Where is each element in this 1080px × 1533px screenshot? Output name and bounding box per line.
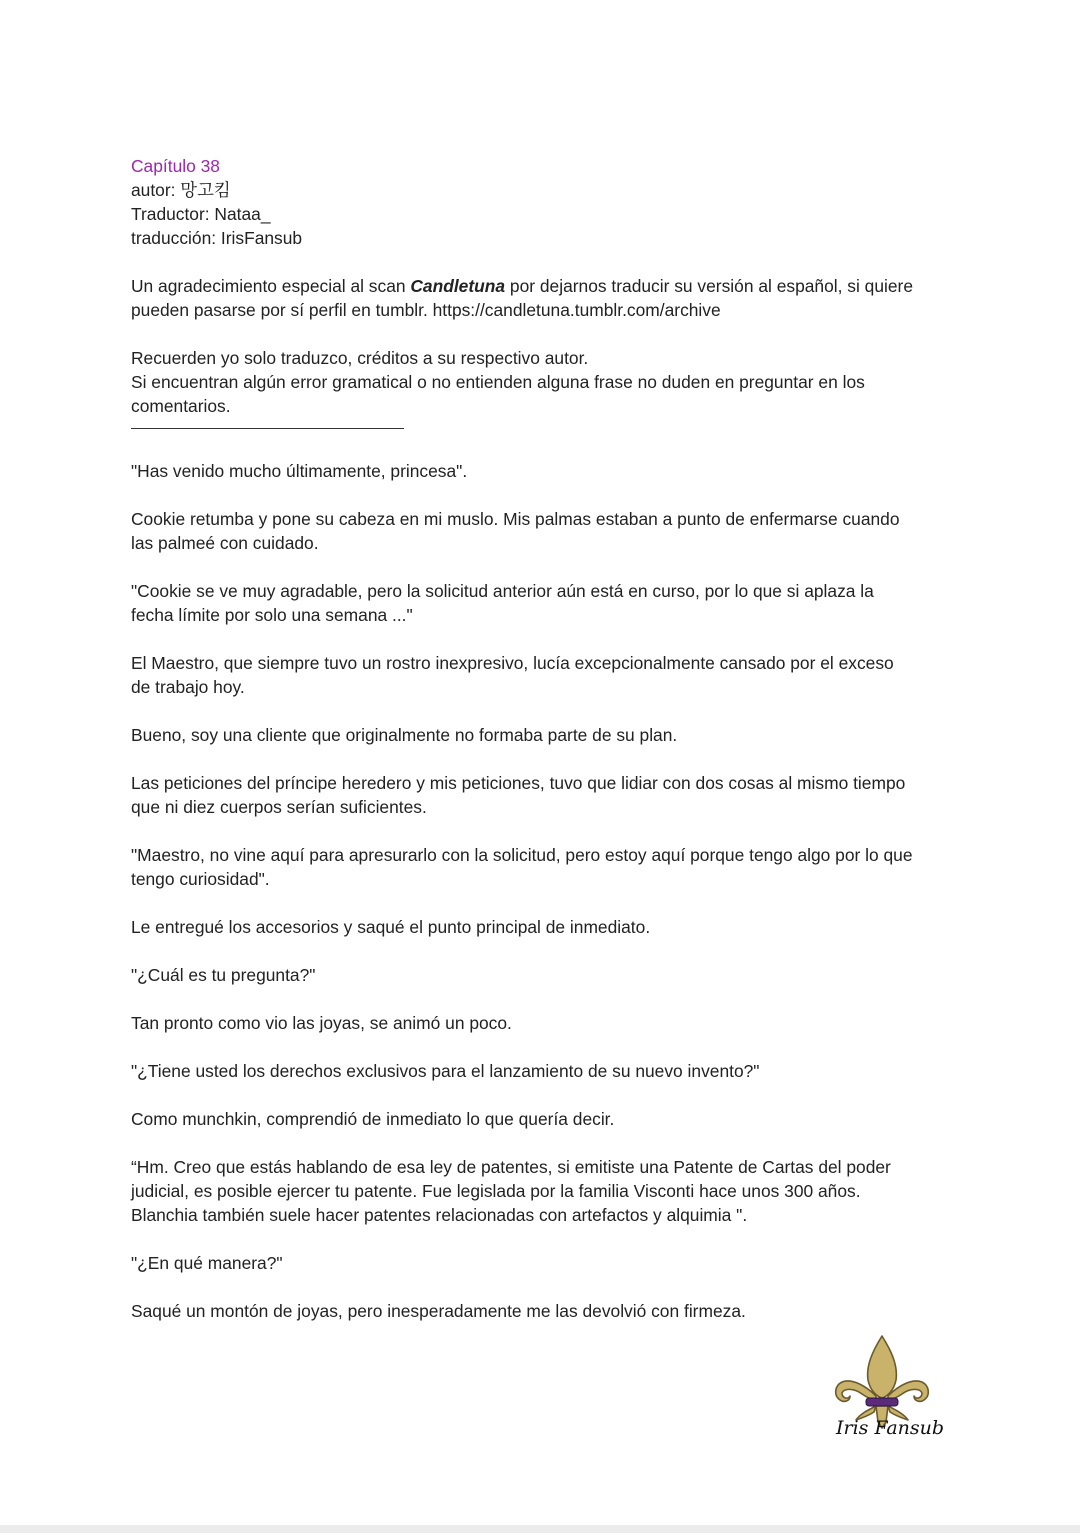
paragraph-line: Bueno, soy una cliente que originalmente no formaba parte de su plan. bbox=[131, 725, 678, 745]
page-bottom-edge bbox=[0, 1525, 1080, 1533]
paragraph-line: Blanchia también suele hacer patentes relacionadas con artefactos y alquimia ". bbox=[131, 1205, 748, 1225]
story-paragraph bbox=[131, 1155, 961, 1227]
notice-line-1: Recuerden yo solo traduzco, créditos a su respectivo autor. bbox=[131, 348, 589, 368]
credits-block bbox=[131, 154, 961, 250]
translator-line: Traductor: Nataa_ bbox=[131, 204, 271, 224]
notice-paragraph bbox=[131, 346, 961, 418]
paragraph-line: tengo curiosidad". bbox=[131, 869, 270, 889]
paragraph-line: “Hm. Creo que estás hablando de esa ley de patentes, si emitiste una Patente de Cartas del poder bbox=[131, 1157, 891, 1177]
acknowledgement-paragraph bbox=[131, 274, 961, 322]
scan-group-name: Candletuna bbox=[410, 276, 506, 296]
story-paragraph bbox=[131, 771, 961, 819]
story-paragraph bbox=[131, 1011, 961, 1035]
story-paragraph bbox=[131, 459, 961, 483]
document-content bbox=[131, 154, 961, 1347]
paragraph-line: Le entregué los accesorios y saqué el punto principal de inmediato. bbox=[131, 917, 651, 937]
paragraph-line: Tan pronto como vio las joyas, se animó un poco. bbox=[131, 1013, 512, 1033]
paragraph-line: "Maestro, no vine aquí para apresurarlo con la solicitud, pero estoy aquí porque tengo algo por lo que bbox=[131, 845, 913, 865]
paragraph-line: "Has venido mucho últimamente, princesa". bbox=[131, 461, 468, 481]
story-paragraph bbox=[131, 507, 961, 555]
notice-line-2: Si encuentran algún error gramatical o no entienden alguna frase no duden en preguntar en los bbox=[131, 372, 865, 392]
story-paragraph bbox=[131, 651, 961, 699]
story-paragraph bbox=[131, 915, 961, 939]
translation-line: traducción: IrisFansub bbox=[131, 228, 303, 248]
story-paragraph bbox=[131, 963, 961, 987]
paragraph-line: El Maestro, que siempre tuvo un rostro inexpresivo, lucía excepcionalmente cansado por el exceso bbox=[131, 653, 894, 673]
paragraph-line: Las peticiones del príncipe heredero y mis peticiones, tuvo que lidiar con dos cosas al mismo tiempo bbox=[131, 773, 906, 793]
paragraph-line: Cookie retumba y pone su cabeza en mi muslo. Mis palmas estaban a punto de enfermarse cuando bbox=[131, 509, 900, 529]
paragraph-line: "¿Cuál es tu pregunta?" bbox=[131, 965, 316, 985]
acknowledgement-line-2: pueden pasarse por sí perfil en tumblr. https://candletuna.tumblr.com/archive bbox=[131, 300, 721, 320]
paragraph-line: Como munchkin, comprendió de inmediato lo que quería decir. bbox=[131, 1109, 615, 1129]
watermark-text: Iris Fansub bbox=[836, 1417, 945, 1439]
paragraph-line: de trabajo hoy. bbox=[131, 677, 245, 697]
story-paragraph bbox=[131, 579, 961, 627]
paragraph-line: que ni diez cuerpos serían suficientes. bbox=[131, 797, 427, 817]
story-paragraph bbox=[131, 1107, 961, 1131]
paragraph-line: Saqué un montón de joyas, pero inesperadamente me las devolvió con firmeza. bbox=[131, 1301, 746, 1321]
story-paragraph bbox=[131, 1299, 961, 1323]
story-paragraph bbox=[131, 1059, 961, 1083]
story-paragraph bbox=[131, 843, 961, 891]
paragraph-line: las palmeé con cuidado. bbox=[131, 533, 319, 553]
notice-line-3: comentarios. bbox=[131, 396, 231, 416]
paragraph-line: judicial, es posible ejercer tu patente. Fue legislada por la familia Visconti hace unos 300 años. bbox=[131, 1181, 861, 1201]
paragraph-line: "¿Tiene usted los derechos exclusivos para el lanzamiento de su nuevo invento?" bbox=[131, 1061, 760, 1081]
acknowledgement-text-before: Un agradecimiento especial al scan bbox=[131, 276, 411, 296]
paragraph-line: "¿En qué manera?" bbox=[131, 1253, 283, 1273]
story-body bbox=[131, 459, 961, 1323]
author-line: autor: 망고킴 bbox=[131, 180, 231, 200]
paragraph-line: "Cookie se ve muy agradable, pero la solicitud anterior aún está en curso, por lo que si aplaza la bbox=[131, 581, 874, 601]
story-paragraph bbox=[131, 1251, 961, 1275]
section-divider bbox=[131, 428, 404, 429]
chapter-title: Capítulo 38 bbox=[131, 156, 220, 176]
acknowledgement-text-after: por dejarnos traducir su versión al español, si quiere bbox=[505, 276, 914, 296]
story-paragraph bbox=[131, 723, 961, 747]
paragraph-line: fecha límite por solo una semana ..." bbox=[131, 605, 413, 625]
acknowledgement-line-1 bbox=[131, 274, 961, 298]
